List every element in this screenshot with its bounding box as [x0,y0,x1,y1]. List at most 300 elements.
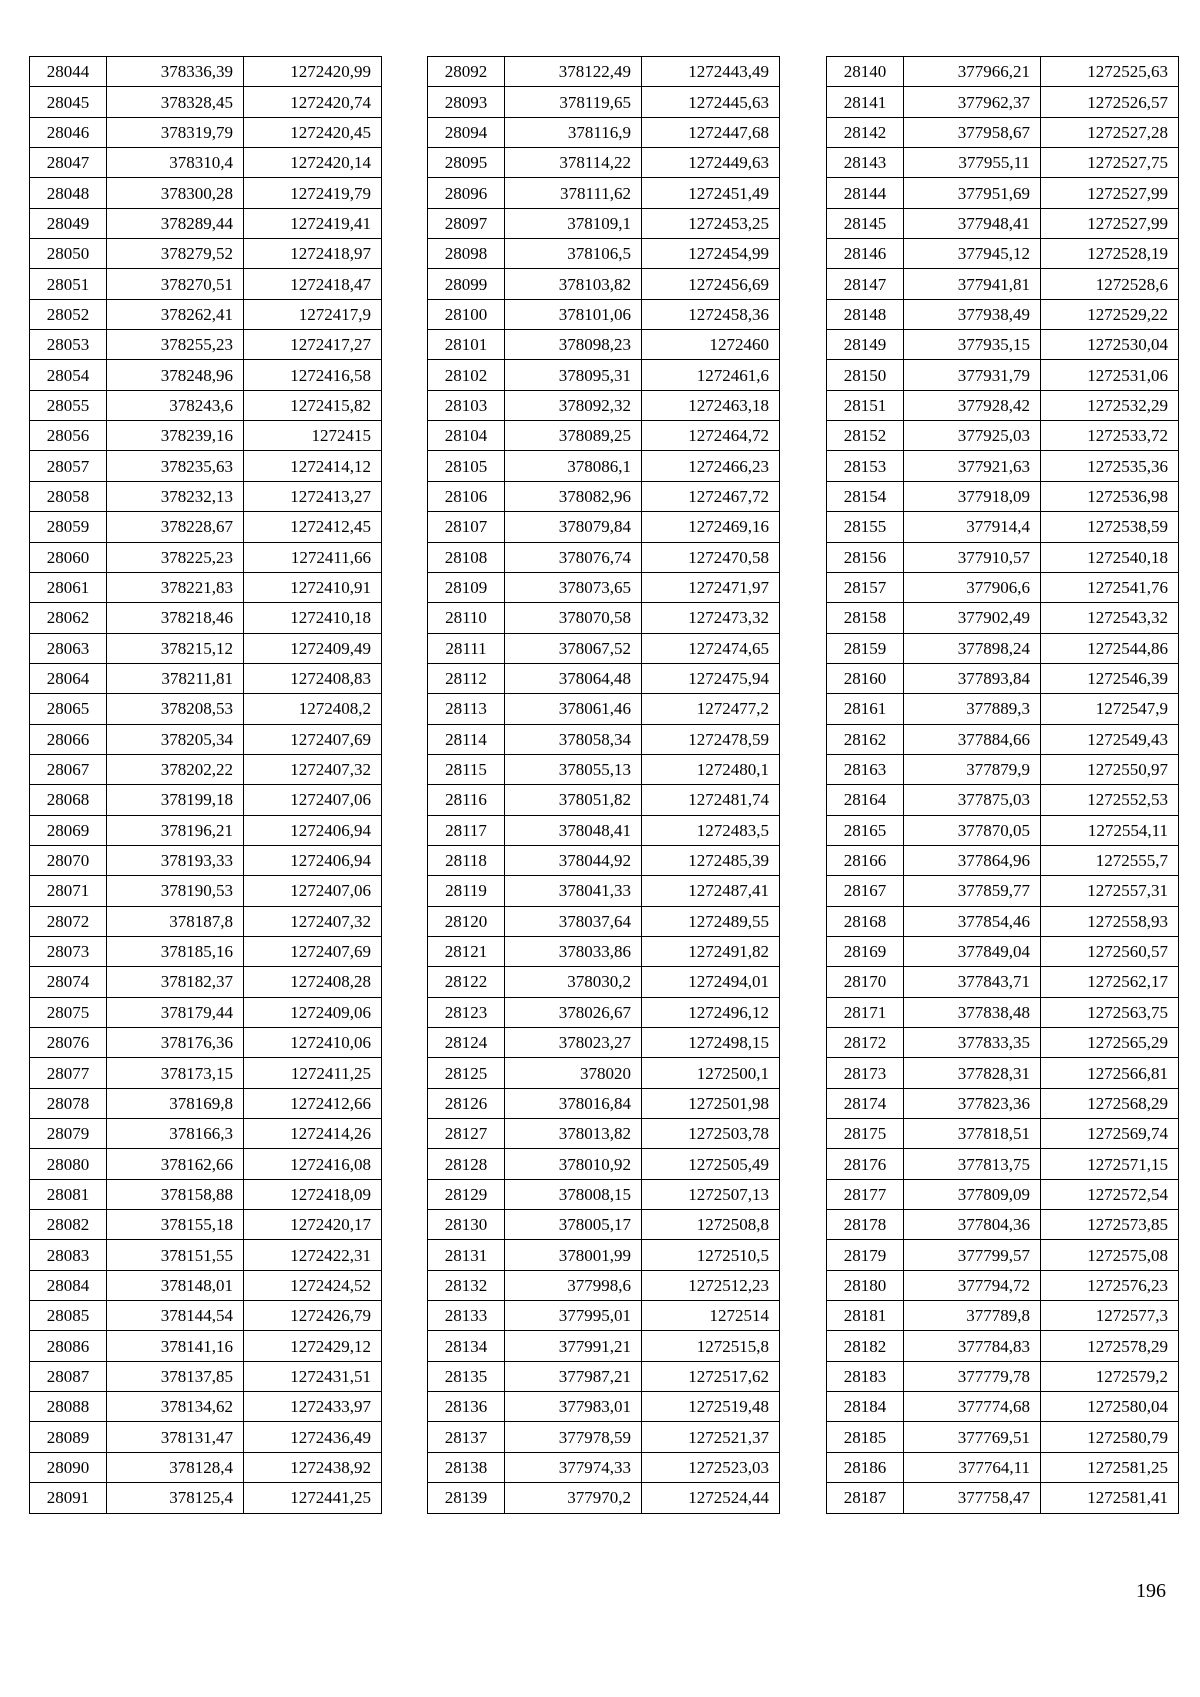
y-coordinate-cell: 1272481,74 [642,785,780,815]
point-id-cell: 28091 [30,1483,107,1513]
table-row [827,57,1179,87]
table-row [30,299,382,329]
point-id-cell: 28182 [827,1331,904,1361]
x-coordinate-cell: 378243,6 [107,390,244,420]
x-coordinate-cell: 378205,34 [107,724,244,754]
table-row [428,724,780,754]
x-coordinate-cell: 377941,81 [904,269,1041,299]
table-row [428,269,780,299]
table-row [428,1392,780,1422]
x-coordinate-cell: 377970,2 [505,1483,642,1513]
y-coordinate-cell: 1272478,59 [642,724,780,754]
point-id-cell: 28070 [30,845,107,875]
y-coordinate-cell: 1272530,04 [1041,330,1179,360]
point-id-cell: 28165 [827,815,904,845]
table-row [428,148,780,178]
x-coordinate-cell: 378310,4 [107,148,244,178]
point-id-cell: 28065 [30,694,107,724]
y-coordinate-cell: 1272505,49 [642,1149,780,1179]
point-id-cell: 28132 [428,1270,505,1300]
x-coordinate-cell: 378176,36 [107,1028,244,1058]
point-id-cell: 28076 [30,1028,107,1058]
y-coordinate-cell: 1272524,44 [642,1483,780,1513]
coordinate-table-2 [427,56,780,1514]
x-coordinate-cell: 377859,77 [904,876,1041,906]
table-row [827,208,1179,238]
table-row [827,967,1179,997]
x-coordinate-cell: 378070,58 [505,603,642,633]
table-row [827,1483,1179,1513]
table-row [428,1270,780,1300]
x-coordinate-cell: 378179,44 [107,997,244,1027]
table-row [827,1210,1179,1240]
point-id-cell: 28147 [827,269,904,299]
x-coordinate-cell: 378221,83 [107,572,244,602]
x-coordinate-cell: 378162,66 [107,1149,244,1179]
y-coordinate-cell: 1272441,25 [244,1483,382,1513]
x-coordinate-cell: 377910,57 [904,542,1041,572]
x-coordinate-cell: 377799,57 [904,1240,1041,1270]
point-id-cell: 28083 [30,1240,107,1270]
point-id-cell: 28103 [428,390,505,420]
y-coordinate-cell: 1272571,15 [1041,1149,1179,1179]
table-row [30,330,382,360]
page-number: 196 [1136,1580,1166,1602]
table-row [30,178,382,208]
x-coordinate-cell: 378166,3 [107,1119,244,1149]
y-coordinate-cell: 1272532,29 [1041,390,1179,420]
y-coordinate-cell: 1272408,83 [244,663,382,693]
point-id-cell: 28056 [30,421,107,451]
y-coordinate-cell: 1272445,63 [642,87,780,117]
y-coordinate-cell: 1272418,09 [244,1179,382,1209]
y-coordinate-cell: 1272467,72 [642,481,780,511]
point-id-cell: 28168 [827,906,904,936]
table-row [827,633,1179,663]
x-coordinate-cell: 378255,23 [107,330,244,360]
x-coordinate-cell: 377902,49 [904,603,1041,633]
point-id-cell: 28093 [428,87,505,117]
y-coordinate-cell: 1272573,85 [1041,1210,1179,1240]
x-coordinate-cell: 377935,15 [904,330,1041,360]
point-id-cell: 28072 [30,906,107,936]
table-row [30,57,382,87]
y-coordinate-cell: 1272431,51 [244,1361,382,1391]
table-row [827,178,1179,208]
table-row [428,421,780,451]
table-row [30,1058,382,1088]
table-row [428,1301,780,1331]
point-id-cell: 28181 [827,1301,904,1331]
y-coordinate-cell: 1272535,36 [1041,451,1179,481]
y-coordinate-cell: 1272494,01 [642,967,780,997]
x-coordinate-cell: 378111,62 [505,178,642,208]
y-coordinate-cell: 1272406,94 [244,845,382,875]
x-coordinate-cell: 377918,09 [904,481,1041,511]
table-row [30,1088,382,1118]
y-coordinate-cell: 1272517,62 [642,1361,780,1391]
table-row [827,299,1179,329]
table-row [827,785,1179,815]
table-row [428,997,780,1027]
point-id-cell: 28127 [428,1119,505,1149]
table-row [30,1119,382,1149]
table-row [827,1028,1179,1058]
x-coordinate-cell: 377804,36 [904,1210,1041,1240]
x-coordinate-cell: 378119,65 [505,87,642,117]
y-coordinate-cell: 1272451,49 [642,178,780,208]
table-row [827,421,1179,451]
y-coordinate-cell: 1272419,79 [244,178,382,208]
y-coordinate-cell: 1272411,66 [244,542,382,572]
x-coordinate-cell: 378155,18 [107,1210,244,1240]
x-coordinate-cell: 378232,13 [107,481,244,511]
point-id-cell: 28095 [428,148,505,178]
x-coordinate-cell: 378151,55 [107,1240,244,1270]
point-id-cell: 28080 [30,1149,107,1179]
x-coordinate-cell: 378020 [505,1058,642,1088]
x-coordinate-cell: 378239,16 [107,421,244,451]
x-coordinate-cell: 378144,54 [107,1301,244,1331]
point-id-cell: 28177 [827,1179,904,1209]
point-id-cell: 28148 [827,299,904,329]
x-coordinate-cell: 377813,75 [904,1149,1041,1179]
table-row [827,694,1179,724]
x-coordinate-cell: 378092,32 [505,390,642,420]
x-coordinate-cell: 378169,8 [107,1088,244,1118]
point-id-cell: 28110 [428,603,505,633]
table-row [30,694,382,724]
table-row [428,754,780,784]
x-coordinate-cell: 377893,84 [904,663,1041,693]
x-coordinate-cell: 378101,06 [505,299,642,329]
table-row [428,481,780,511]
y-coordinate-cell: 1272410,18 [244,603,382,633]
point-id-cell: 28176 [827,1149,904,1179]
table-row [428,815,780,845]
coordinate-table-3 [826,56,1179,1514]
point-id-cell: 28047 [30,148,107,178]
point-id-cell: 28187 [827,1483,904,1513]
point-id-cell: 28078 [30,1088,107,1118]
y-coordinate-cell: 1272527,28 [1041,117,1179,147]
x-coordinate-cell: 377966,21 [904,57,1041,87]
table-row [30,1028,382,1058]
point-id-cell: 28116 [428,785,505,815]
table-row [827,512,1179,542]
point-id-cell: 28173 [827,1058,904,1088]
table-row [30,633,382,663]
table-row [428,1483,780,1513]
y-coordinate-cell: 1272538,59 [1041,512,1179,542]
y-coordinate-cell: 1272416,58 [244,360,382,390]
x-coordinate-cell: 378134,62 [107,1392,244,1422]
table-row [428,1149,780,1179]
point-id-cell: 28079 [30,1119,107,1149]
y-coordinate-cell: 1272576,23 [1041,1270,1179,1300]
y-coordinate-cell: 1272491,82 [642,936,780,966]
x-coordinate-cell: 377998,6 [505,1270,642,1300]
x-coordinate-cell: 378300,28 [107,178,244,208]
x-coordinate-cell: 378098,23 [505,330,642,360]
table-row [30,1240,382,1270]
table-row [827,876,1179,906]
table-row [428,663,780,693]
x-coordinate-cell: 378010,92 [505,1149,642,1179]
table-row [827,1179,1179,1209]
point-id-cell: 28178 [827,1210,904,1240]
y-coordinate-cell: 1272560,57 [1041,936,1179,966]
y-coordinate-cell: 1272550,97 [1041,754,1179,784]
y-coordinate-cell: 1272512,23 [642,1270,780,1300]
table-row [30,845,382,875]
point-id-cell: 28073 [30,936,107,966]
x-coordinate-cell: 377789,8 [904,1301,1041,1331]
table-row [428,1361,780,1391]
point-id-cell: 28066 [30,724,107,754]
point-id-cell: 28069 [30,815,107,845]
y-coordinate-cell: 1272409,06 [244,997,382,1027]
y-coordinate-cell: 1272580,04 [1041,1392,1179,1422]
table-row [30,967,382,997]
table-row [827,1240,1179,1270]
x-coordinate-cell: 378289,44 [107,208,244,238]
x-coordinate-cell: 378202,22 [107,754,244,784]
table-row [827,148,1179,178]
x-coordinate-cell: 377774,68 [904,1392,1041,1422]
y-coordinate-cell: 1272527,99 [1041,208,1179,238]
point-id-cell: 28100 [428,299,505,329]
x-coordinate-cell: 378211,81 [107,663,244,693]
table-row [428,572,780,602]
point-id-cell: 28159 [827,633,904,663]
y-coordinate-cell: 1272456,69 [642,269,780,299]
table-row [428,299,780,329]
x-coordinate-cell: 378235,63 [107,451,244,481]
coordinate-table-1 [29,56,382,1514]
x-coordinate-cell: 378076,74 [505,542,642,572]
point-id-cell: 28154 [827,481,904,511]
y-coordinate-cell: 1272500,1 [642,1058,780,1088]
point-id-cell: 28063 [30,633,107,663]
x-coordinate-cell: 378173,15 [107,1058,244,1088]
y-coordinate-cell: 1272407,06 [244,876,382,906]
x-coordinate-cell: 378026,67 [505,997,642,1027]
x-coordinate-cell: 377914,4 [904,512,1041,542]
y-coordinate-cell: 1272438,92 [244,1452,382,1482]
point-id-cell: 28098 [428,239,505,269]
table-row [827,845,1179,875]
point-id-cell: 28131 [428,1240,505,1270]
table-row [428,967,780,997]
table-row [428,542,780,572]
y-coordinate-cell: 1272471,97 [642,572,780,602]
table-row [428,1452,780,1482]
x-coordinate-cell: 377875,03 [904,785,1041,815]
y-coordinate-cell: 1272510,5 [642,1240,780,1270]
y-coordinate-cell: 1272408,2 [244,694,382,724]
table-row [827,1331,1179,1361]
x-coordinate-cell: 378125,4 [107,1483,244,1513]
y-coordinate-cell: 1272487,41 [642,876,780,906]
x-coordinate-cell: 378182,37 [107,967,244,997]
x-coordinate-cell: 378228,67 [107,512,244,542]
x-coordinate-cell: 377991,21 [505,1331,642,1361]
point-id-cell: 28186 [827,1452,904,1482]
x-coordinate-cell: 378199,18 [107,785,244,815]
y-coordinate-cell: 1272508,8 [642,1210,780,1240]
y-coordinate-cell: 1272563,75 [1041,997,1179,1027]
point-id-cell: 28112 [428,663,505,693]
point-id-cell: 28117 [428,815,505,845]
table-row [827,1058,1179,1088]
table-row [827,724,1179,754]
table-row [30,512,382,542]
point-id-cell: 28139 [428,1483,505,1513]
table-row [428,330,780,360]
table-row [827,603,1179,633]
x-coordinate-cell: 378082,96 [505,481,642,511]
x-coordinate-cell: 378190,53 [107,876,244,906]
x-coordinate-cell: 377864,96 [904,845,1041,875]
point-id-cell: 28183 [827,1361,904,1391]
y-coordinate-cell: 1272460 [642,330,780,360]
table-row [827,906,1179,936]
y-coordinate-cell: 1272527,99 [1041,178,1179,208]
x-coordinate-cell: 378262,41 [107,299,244,329]
table-row [428,1210,780,1240]
y-coordinate-cell: 1272531,06 [1041,360,1179,390]
point-id-cell: 28099 [428,269,505,299]
x-coordinate-cell: 377951,69 [904,178,1041,208]
y-coordinate-cell: 1272424,52 [244,1270,382,1300]
y-coordinate-cell: 1272407,69 [244,724,382,754]
x-coordinate-cell: 378041,33 [505,876,642,906]
table-row [30,1483,382,1513]
y-coordinate-cell: 1272569,74 [1041,1119,1179,1149]
point-id-cell: 28113 [428,694,505,724]
table-row [30,239,382,269]
y-coordinate-cell: 1272466,23 [642,451,780,481]
table-row [30,1331,382,1361]
table-row [30,785,382,815]
x-coordinate-cell: 378016,84 [505,1088,642,1118]
point-id-cell: 28179 [827,1240,904,1270]
y-coordinate-cell: 1272419,41 [244,208,382,238]
y-coordinate-cell: 1272420,45 [244,117,382,147]
table-row [827,1452,1179,1482]
y-coordinate-cell: 1272544,86 [1041,633,1179,663]
y-coordinate-cell: 1272533,72 [1041,421,1179,451]
table-row [428,694,780,724]
point-id-cell: 28107 [428,512,505,542]
y-coordinate-cell: 1272540,18 [1041,542,1179,572]
table-row [428,876,780,906]
point-id-cell: 28055 [30,390,107,420]
x-coordinate-cell: 378067,52 [505,633,642,663]
x-coordinate-cell: 377958,67 [904,117,1041,147]
x-coordinate-cell: 377854,46 [904,906,1041,936]
point-id-cell: 28164 [827,785,904,815]
table-row [428,57,780,87]
point-id-cell: 28130 [428,1210,505,1240]
x-coordinate-cell: 378248,96 [107,360,244,390]
point-id-cell: 28051 [30,269,107,299]
y-coordinate-cell: 1272433,97 [244,1392,382,1422]
table-row [827,390,1179,420]
point-id-cell: 28138 [428,1452,505,1482]
y-coordinate-cell: 1272454,99 [642,239,780,269]
point-id-cell: 28141 [827,87,904,117]
x-coordinate-cell: 378279,52 [107,239,244,269]
x-coordinate-cell: 378055,13 [505,754,642,784]
y-coordinate-cell: 1272496,12 [642,997,780,1027]
table-row [827,1361,1179,1391]
y-coordinate-cell: 1272579,2 [1041,1361,1179,1391]
x-coordinate-cell: 378051,82 [505,785,642,815]
y-coordinate-cell: 1272422,31 [244,1240,382,1270]
y-coordinate-cell: 1272546,39 [1041,663,1179,693]
point-id-cell: 28129 [428,1179,505,1209]
x-coordinate-cell: 377962,37 [904,87,1041,117]
x-coordinate-cell: 378215,12 [107,633,244,663]
y-coordinate-cell: 1272414,26 [244,1119,382,1149]
x-coordinate-cell: 378061,46 [505,694,642,724]
table-row [428,178,780,208]
point-id-cell: 28152 [827,421,904,451]
point-id-cell: 28092 [428,57,505,87]
y-coordinate-cell: 1272523,03 [642,1452,780,1482]
point-id-cell: 28180 [827,1270,904,1300]
table-row [827,1301,1179,1331]
point-id-cell: 28170 [827,967,904,997]
x-coordinate-cell: 377828,31 [904,1058,1041,1088]
table-row [428,1240,780,1270]
y-coordinate-cell: 1272526,57 [1041,87,1179,117]
x-coordinate-cell: 378103,82 [505,269,642,299]
x-coordinate-cell: 377779,78 [904,1361,1041,1391]
table-row [827,269,1179,299]
point-id-cell: 28125 [428,1058,505,1088]
x-coordinate-cell: 378001,99 [505,1240,642,1270]
table-row [827,1088,1179,1118]
x-coordinate-cell: 377987,21 [505,1361,642,1391]
x-coordinate-cell: 377931,79 [904,360,1041,390]
point-id-cell: 28045 [30,87,107,117]
point-id-cell: 28111 [428,633,505,663]
y-coordinate-cell: 1272436,49 [244,1422,382,1452]
table-row [428,390,780,420]
y-coordinate-cell: 1272543,32 [1041,603,1179,633]
y-coordinate-cell: 1272420,74 [244,87,382,117]
table-row [428,1028,780,1058]
x-coordinate-cell: 378328,45 [107,87,244,117]
x-coordinate-cell: 378064,48 [505,663,642,693]
y-coordinate-cell: 1272554,11 [1041,815,1179,845]
table-row [428,1179,780,1209]
y-coordinate-cell: 1272449,63 [642,148,780,178]
y-coordinate-cell: 1272507,13 [642,1179,780,1209]
y-coordinate-cell: 1272562,17 [1041,967,1179,997]
table-row [30,451,382,481]
table-row [428,785,780,815]
x-coordinate-cell: 378218,46 [107,603,244,633]
x-coordinate-cell: 378109,1 [505,208,642,238]
table-row [30,815,382,845]
x-coordinate-cell: 378148,01 [107,1270,244,1300]
y-coordinate-cell: 1272410,91 [244,572,382,602]
point-id-cell: 28146 [827,239,904,269]
